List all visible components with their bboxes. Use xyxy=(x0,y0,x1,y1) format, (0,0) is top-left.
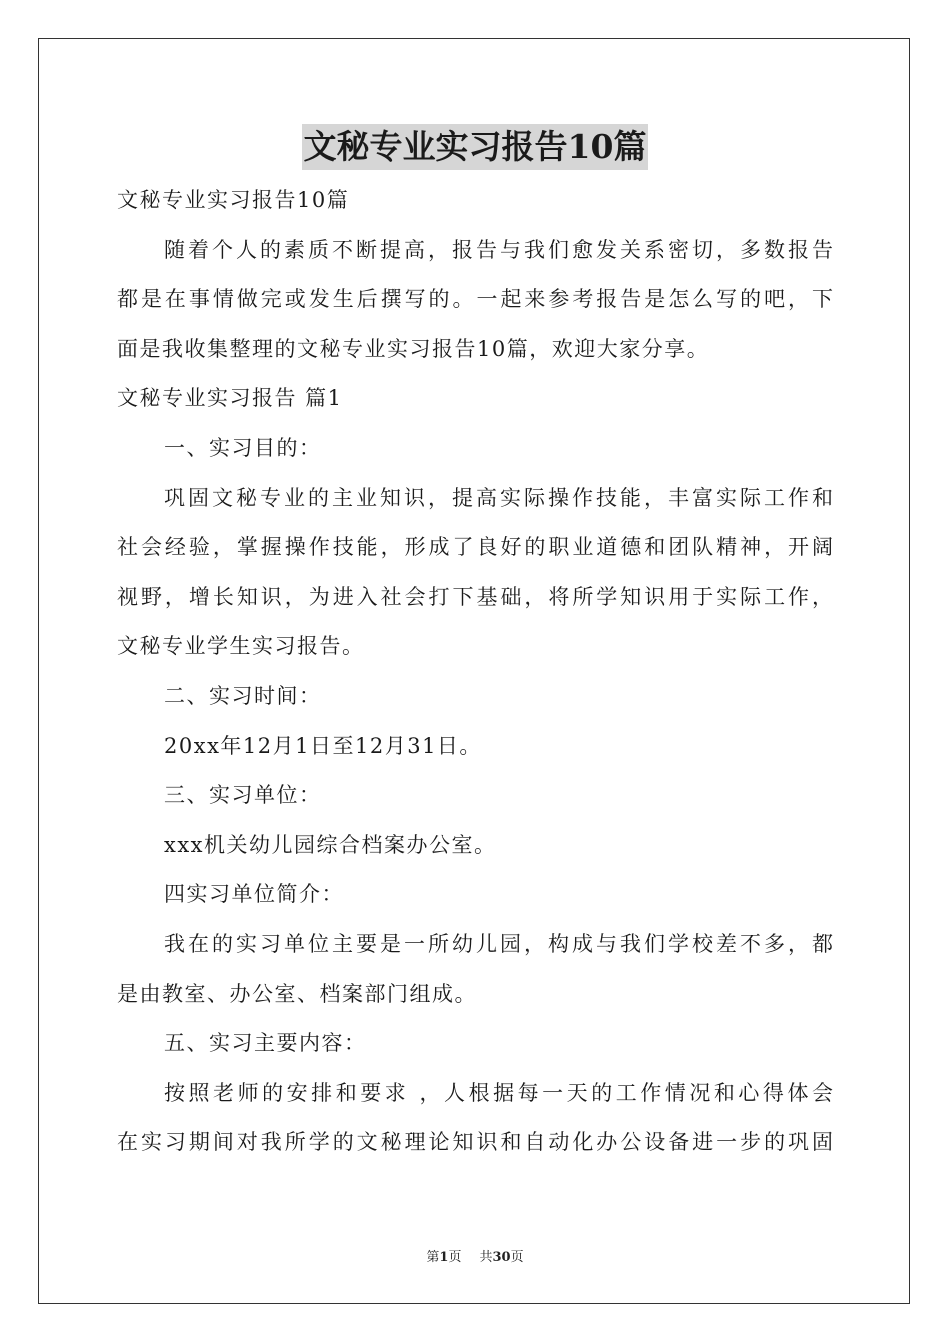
text-line: 面是我收集整理的文秘专业实习报告10篇，欢迎大家分享。 xyxy=(117,336,710,361)
page-footer xyxy=(0,1246,950,1265)
text-line: 文秘专业学生实习报告。 xyxy=(117,634,365,659)
footer-page-number: 1 xyxy=(439,1250,449,1265)
footer-total-suffix: 页 xyxy=(510,1250,524,1265)
text-line: 三、实习单位： xyxy=(164,783,322,808)
text-line: 都是在事情做完或发生后撰写的。一起来参考报告是怎么写的吧，下 xyxy=(117,287,833,312)
text-line: 是由教室、办公室、档案部门组成。 xyxy=(117,981,477,1006)
document-body xyxy=(117,176,833,1168)
text-line: 随着个人的素质不断提高，报告与我们愈发关系密切，多数报告 xyxy=(164,237,833,262)
text-line: 二、实习时间： xyxy=(164,683,322,708)
text-line: 一、实习目的： xyxy=(164,435,322,460)
text-line: 视野，增长知识，为进入社会打下基础，将所学知识用于实际工作， xyxy=(117,584,833,609)
title-container xyxy=(0,124,950,170)
text-line: 社会经验，掌握操作技能，形成了良好的职业道德和团队精神，开阔 xyxy=(117,535,833,560)
text-line: 巩固文秘专业的主业知识，提高实际操作技能，丰富实际工作和 xyxy=(164,485,833,510)
footer-page-prefix: 第 xyxy=(426,1250,440,1265)
footer-page-suffix: 页 xyxy=(448,1250,462,1265)
text-line: 20xx年12月1日至12月31日。 xyxy=(164,733,482,758)
footer-total-prefix: 共 xyxy=(479,1250,493,1265)
text-line: 在实习期间对我所学的文秘理论知识和自动化办公设备进一步的巩固 xyxy=(117,1130,833,1155)
text-line: 五、实习主要内容： xyxy=(164,1031,367,1056)
text-line: 文秘专业实习报告 篇1 xyxy=(117,386,343,411)
text-line: 文秘专业实习报告10篇 xyxy=(117,188,350,212)
text-line: 四实习单位简介： xyxy=(164,882,344,907)
document-title: 文秘专业实习报告10篇 xyxy=(302,124,649,170)
text-line: 我在的实习单位主要是一所幼儿园，构成与我们学校差不多，都 xyxy=(164,931,833,956)
text-line: 按照老师的安排和要求 ，人根据每一天的工作情况和心得体会 xyxy=(164,1080,833,1105)
text-line: xxx机关幼儿园综合档案办公室。 xyxy=(164,832,497,857)
footer-total-pages: 30 xyxy=(492,1250,511,1265)
